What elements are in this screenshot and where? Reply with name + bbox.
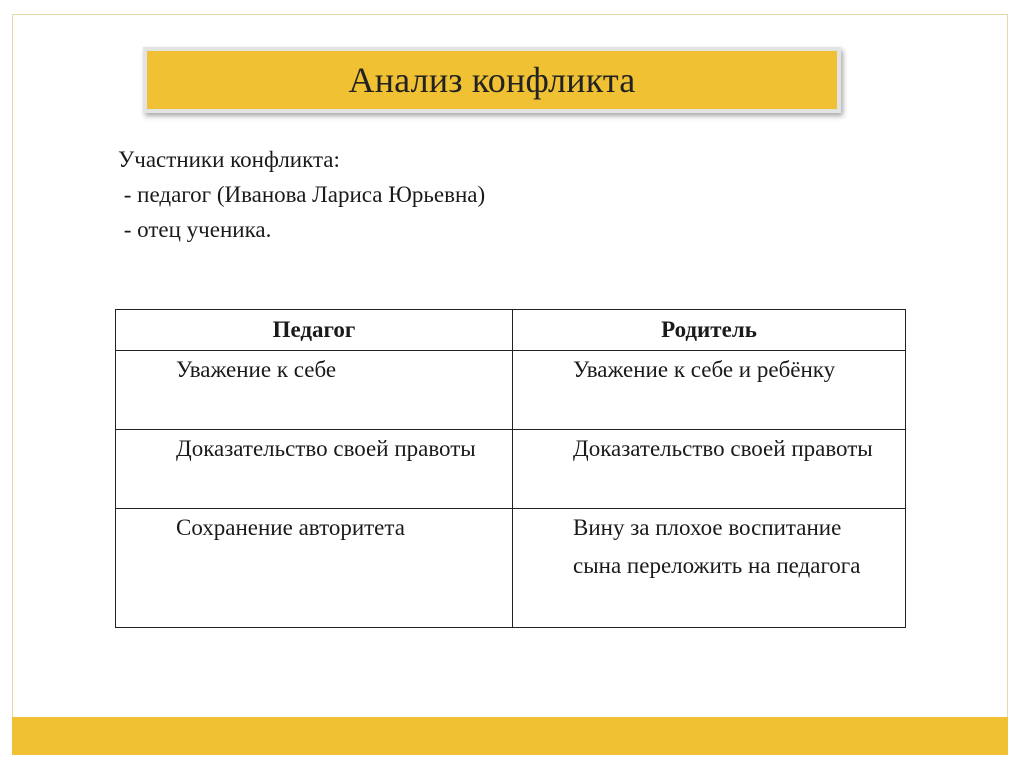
table-cell-parent: Доказательство своей правоты bbox=[513, 430, 906, 509]
table-row bbox=[116, 430, 906, 509]
table-cell-parent: Вину за плохое воспитание сына переложить на педагога bbox=[513, 509, 906, 628]
table-cell-teacher: Доказательство своей правоты bbox=[116, 430, 513, 509]
bottom-accent-bar bbox=[12, 717, 1008, 755]
participants-heading: Участники конфликта: bbox=[118, 147, 340, 172]
column-header-parent: Родитель bbox=[513, 310, 906, 351]
slide-title: Анализ конфликта bbox=[348, 60, 636, 100]
column-header-teacher: Педагог bbox=[116, 310, 513, 351]
participant-item: - педагог (Иванова Лариса Юрьевна) bbox=[118, 182, 486, 207]
table-cell-parent: Уважение к себе и ребёнку bbox=[513, 351, 906, 430]
table-cell-teacher: Уважение к себе bbox=[116, 351, 513, 430]
table-cell-teacher: Сохранение авторитета bbox=[116, 509, 513, 628]
comparison-table bbox=[115, 309, 906, 628]
participant-item: - отец ученика. bbox=[118, 217, 272, 242]
participants-block bbox=[118, 142, 485, 247]
table-row bbox=[116, 509, 906, 628]
table-row bbox=[116, 351, 906, 430]
table-header-row bbox=[116, 310, 906, 351]
title-banner bbox=[143, 47, 841, 113]
